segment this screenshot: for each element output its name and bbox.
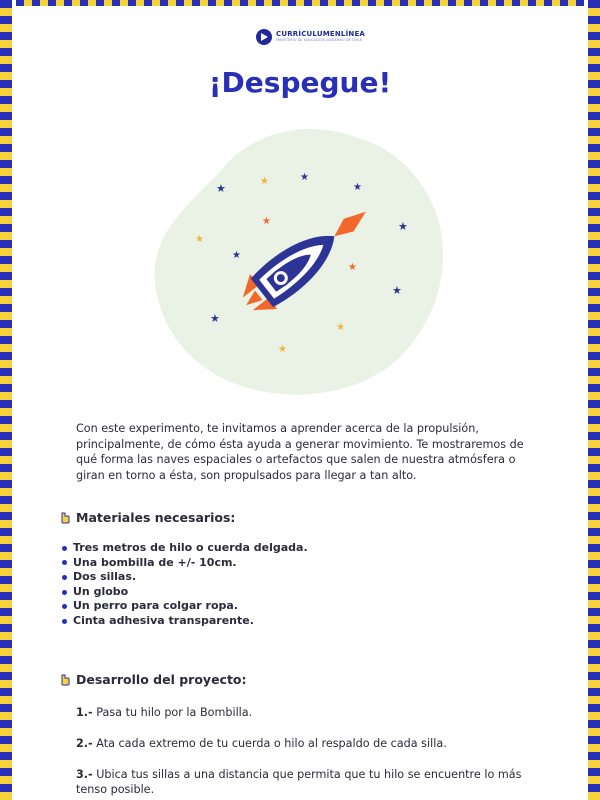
svg-text:★: ★ <box>262 216 271 227</box>
list-item: Una bombilla de +/- 10cm. <box>62 556 308 571</box>
step-text: Ata cada extremo de tu cuerda o hilo al respaldo de cada silla. <box>92 737 447 750</box>
svg-text:★: ★ <box>278 344 287 355</box>
step-3 <box>76 767 526 797</box>
svg-text:★: ★ <box>210 312 220 325</box>
pointing-hand-icon <box>60 674 70 686</box>
step-text: Pasa tu hilo por la Bombilla. <box>92 706 253 719</box>
right-decorative-border <box>588 0 600 800</box>
development-heading <box>60 672 247 687</box>
bullet-icon <box>62 590 67 595</box>
step-number: 1.- <box>76 706 93 719</box>
svg-text:★: ★ <box>232 250 241 261</box>
svg-text:★: ★ <box>353 182 362 193</box>
step-text: Ubica tus sillas a una distancia que permita que tu hilo se encuentre lo más tenso posible. <box>76 768 522 796</box>
list-item: Dos sillas. <box>62 570 308 585</box>
step-2 <box>76 736 526 751</box>
bullet-icon <box>62 575 67 580</box>
svg-text:★: ★ <box>216 182 226 195</box>
page-title: ¡Despegue! <box>208 66 392 99</box>
materials-list <box>62 541 308 629</box>
list-item: Un perro para colgar ropa. <box>62 599 308 614</box>
development-heading-text: Desarrollo del proyecto: <box>76 672 247 687</box>
svg-text:★: ★ <box>300 172 309 183</box>
materials-heading <box>60 510 235 525</box>
logo-title: CURRÍCULUMENLÍNEA <box>276 30 366 39</box>
step-1 <box>76 705 526 720</box>
step-number: 3.- <box>76 768 93 781</box>
bullet-icon <box>62 604 67 609</box>
left-decorative-border <box>0 0 12 800</box>
svg-text:★: ★ <box>336 322 345 333</box>
list-item: Un globo <box>62 585 308 600</box>
svg-text:★: ★ <box>348 262 357 273</box>
list-item: Tres metros de hilo o cuerda delgada. <box>62 541 308 556</box>
bullet-icon <box>62 546 67 551</box>
svg-text:★: ★ <box>195 234 204 245</box>
pointing-hand-icon <box>60 512 70 524</box>
curriculum-logo <box>256 28 365 46</box>
bullet-icon <box>62 560 67 565</box>
play-icon <box>256 29 272 45</box>
materials-heading-text: Materiales necesarios: <box>76 510 236 525</box>
bullet-icon <box>62 619 67 624</box>
svg-text:★: ★ <box>260 176 269 187</box>
svg-text:★: ★ <box>398 220 408 233</box>
svg-text:★: ★ <box>392 284 402 297</box>
rocket-illustration <box>150 112 460 412</box>
list-item: Cinta adhesiva transparente. <box>62 614 308 629</box>
logo-subtitle: MINISTERIO DE EDUCACIÓN GOBIERNO DE CHILE <box>276 38 363 43</box>
top-decorative-border <box>0 0 600 6</box>
intro-paragraph: Con este experimento, te invitamos a aprender acerca de la propulsión, principalmente, de cómo ésta ayuda a generar movimiento. Te mostraremos de qué forma las naves espaciales o artefactos que salen de nuestra atmósfera o giran en torno a ésta, son propulsados para llegar a tan alto. <box>76 422 524 482</box>
step-number: 2.- <box>76 737 93 750</box>
